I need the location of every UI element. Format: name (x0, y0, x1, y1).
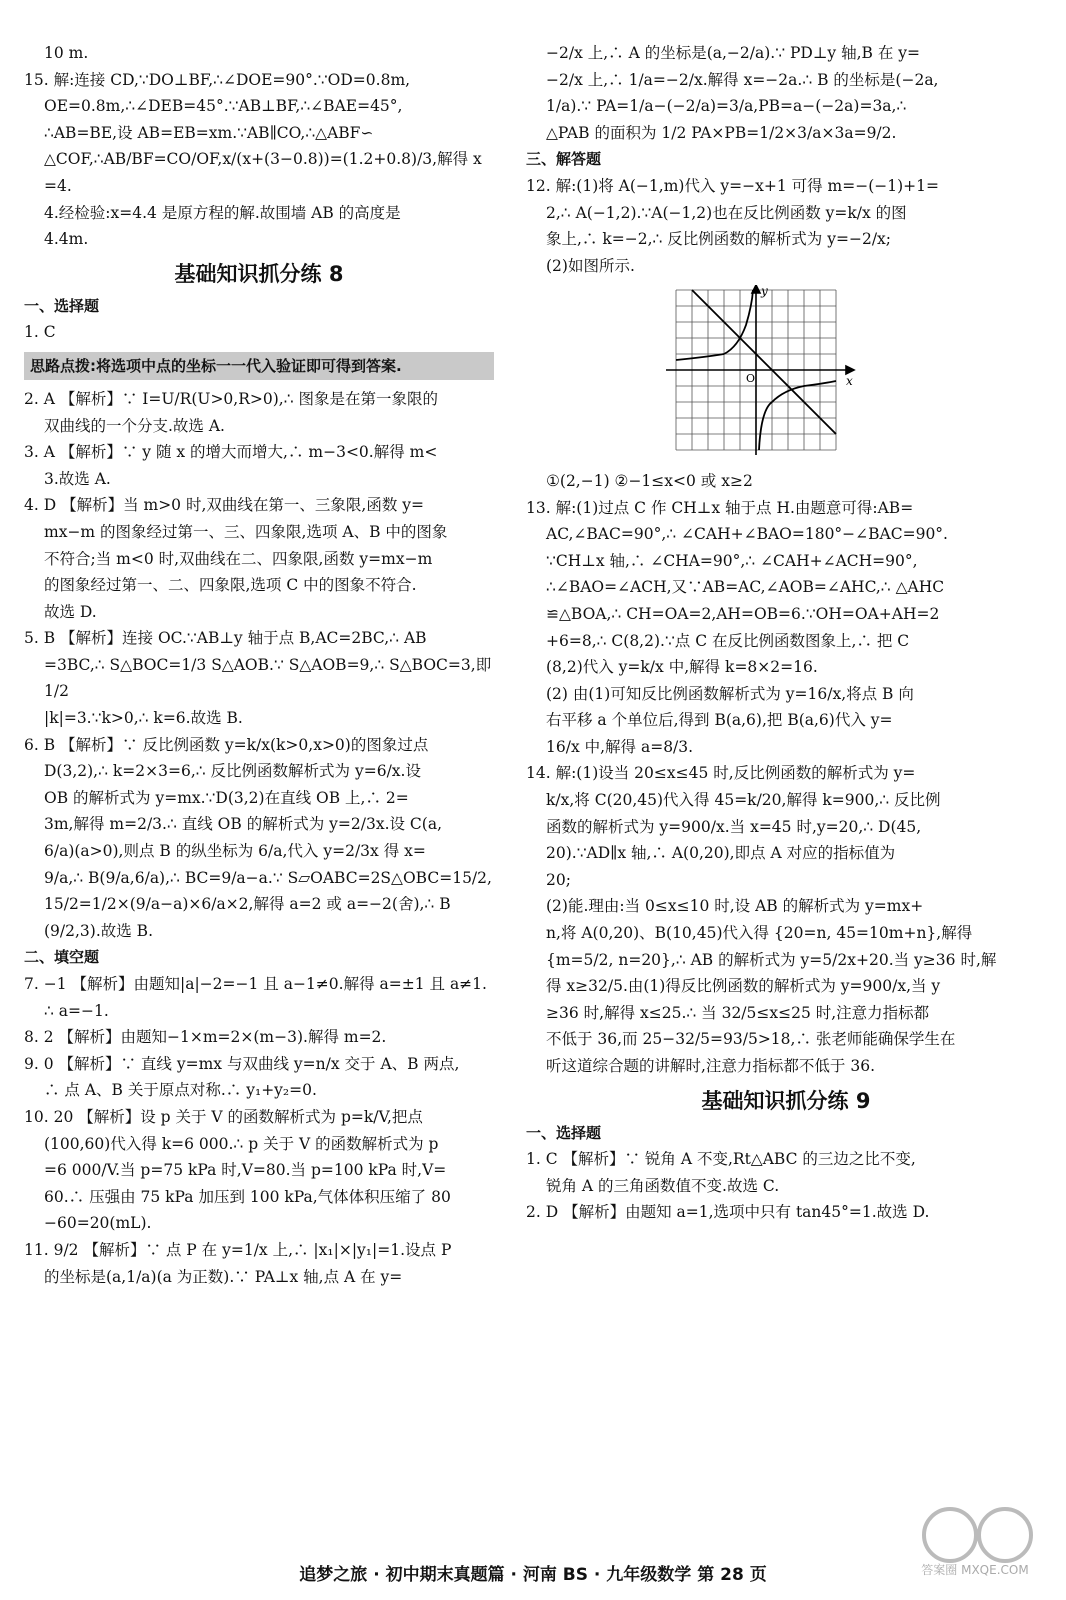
line: n,将 A(0,20)、B(10,45)代入得 {20=n, 45=10m+n},解得 (546, 924, 973, 943)
line: ∴ 点 A、B 关于原点对称.∴ y₁+y₂=0. (44, 1081, 317, 1100)
line-graph (692, 290, 836, 434)
axes (666, 285, 854, 455)
line: ≌△BOA,∴ CH=OA=2,AH=OB=6.∵OH=OA+AH=2 (546, 604, 940, 623)
watermark-logo (910, 1500, 1040, 1580)
line: =3BC,∴ S△BOC=1/3 S△AOB.∵ S△AOB=9,∴ S△BOC=3,即 1/2 (44, 655, 492, 701)
line: 4.4m. (44, 230, 89, 249)
line: 20; (546, 870, 571, 889)
answer-13: 13. 解:(1)过点 C 作 CH⊥x 轴于点 H.由题意可得:AB= (526, 498, 914, 517)
line: △PAB 的面积为 1/2 PA×PB=1/2×3/a×3a=9/2. (546, 123, 897, 142)
answer-3: 3. A 【解析】∵ y 随 x 的增大而增大,∴ m−3<0.解得 m< (24, 443, 438, 462)
line: ∴AB=BE,设 AB=EB=xm.∵AB∥CO,∴△ABF∽ (44, 123, 374, 142)
line: 60.∴ 压强由 75 kPa 加压到 100 kPa,气体体积压缩了 80 (44, 1187, 451, 1206)
page-footer: 追梦之旅 · 初中期末真题篇 · 河南 BS · 九年级数学 第 28 页 (299, 1565, 767, 1585)
line: 20).∵AD∥x 轴,∴ A(0,20),即点 A 对应的指标值为 (546, 844, 896, 863)
hyperbola-branch-right (759, 381, 836, 450)
line: 不低于 36,而 25−32/5=93/5>18,∴ 张老师能确保学生在 (546, 1030, 956, 1049)
line: k/x,将 C(20,45)代入得 45=k/20,解得 k=900,∴ 反比例 (546, 791, 941, 810)
line: 15/2=1/2×(9/a−a)×6/a×2,解得 a=2 或 a=−2(舍),∴ B (44, 895, 451, 914)
answer-1: 1. C (24, 323, 56, 342)
line: 得 x≥32/5.由(1)得反比例函数的解析式为 y=900/x,当 y (546, 977, 941, 996)
line: 听这道综合题的讲解时,注意力指标都不低于 36. (546, 1057, 876, 1075)
problem-15: 15. 解:连接 CD,∵DO⊥BF,∴∠DOE=90°.∵OD=0.8m, (24, 70, 411, 89)
hyperbola-branch-left-tail (676, 354, 724, 360)
answer-9-2: 2. D 【解析】由题知 a=1,选项中只有 tan45°=1.故选 D. (526, 1203, 930, 1222)
hint-box: 思路点拨:将选项中点的坐标一一代入验证即可得到答案. (24, 352, 494, 380)
line: 象上,∴ k=−2,∴ 反比例函数的解析式为 y=−2/x; (546, 230, 892, 249)
answer-7: 7. −1 【解析】由题知|a|−2=−1 且 a−1≠0.解得 a=±1 且 a≠1.∴ a=−1. (24, 975, 487, 1020)
line: (100,60)代入得 k=6 000.∴ p 关于 V 的函数解析式为 p (44, 1134, 439, 1153)
line: ∵CH⊥x 轴,∴ ∠CHA=90°,∴ ∠CAH+∠ACH=90°, (546, 551, 918, 570)
answer-11: 11. 9/2 【解析】∵ 点 P 在 y=1/x 上,∴ |x₁|×|y₁|=1.设点 P (24, 1240, 452, 1259)
watermark-text: 答案圈 MXQE.COM (921, 1563, 1029, 1577)
line: OB 的解析式为 y=mx.∵D(3,2)在直线 OB 上,∴ 2= (44, 788, 409, 807)
line: +6=8,∴ C(8,2).∵点 C 在反比例函数图象上,∴ 把 C (546, 631, 910, 650)
line: 1/a).∵ PA=1/a−(−2/a)=3/a,PB=a−(−2a)=3a,∴ (546, 97, 907, 116)
line: −2/x 上,∴ A 的坐标是(a,−2/a).∵ PD⊥y 轴,B 在 y= (546, 44, 921, 62)
line: 16/x 中,解得 a=8/3. (546, 737, 694, 756)
x-axis-label: x (846, 374, 853, 389)
line: (2)如图所示. (546, 256, 635, 275)
line: 6/a)(a>0),则点 B 的纵坐标为 6/a,代入 y=2/3x 得 x= (44, 842, 426, 861)
line: 双曲线的一个分支.故选 A. (44, 416, 225, 435)
answer-12: 12. 解:(1)将 A(−1,m)代入 y=−x+1 可得 m=−(−1)+1= (526, 176, 939, 195)
line: (2)能.理由:当 0≤x≤10 时,设 AB 的解析式为 y=mx+ (546, 897, 924, 916)
line: 2,∴ A(−1,2).∵A(−1,2)也在反比例函数 y=k/x 的图 (546, 203, 907, 222)
section-title-8: 基础知识抓分练 8 (174, 261, 344, 286)
line: 锐角 A 的三角函数值不变.故选 C. (546, 1176, 780, 1195)
answer-9-1: 1. C 【解析】∵ 锐角 A 不变,Rt△ABC 的三边之比不变, (526, 1150, 916, 1169)
line: 4.经检验:x=4.4 是原方程的解.故围墙 AB 的高度是 (44, 203, 401, 222)
line: (2) 由(1)可知反比例函数解析式为 y=16/x,将点 B 向 (546, 684, 914, 703)
line: −2/x 上,∴ 1/a=−2/x.解得 x=−2a.∴ B 的坐标是(−2a, (546, 70, 939, 89)
origin-label: O (746, 372, 756, 386)
line: AC,∠BAC=90°,∴ ∠CAH+∠BAO=180°−∠BAC=90°. (546, 525, 948, 544)
subsection-fill: 二、填空题 (24, 948, 100, 967)
line: △COF,∴AB/BF=CO/OF,x/(x+(3−0.8))=(1.2+0.8)/3,解得 x=4. (44, 150, 482, 195)
line: 不符合;当 m<0 时,双曲线在二、四象限,函数 y=mx−m (44, 549, 433, 568)
right-column (526, 40, 1046, 1226)
line: mx−m 的图象经过第一、三、四象限,选项 A、B 中的图象 (44, 522, 448, 541)
subsection-solve: 三、解答题 (526, 150, 602, 169)
line: {m=5/2, n=20},∴ AB 的解析式为 y=5/2x+20.当 y≥36 时,解 (546, 950, 997, 969)
y-axis-label: y (761, 285, 768, 299)
line: 10 m. (44, 44, 89, 62)
answer-14: 14. 解:(1)设当 20≤x≤45 时,反比例函数的解析式为 y= (526, 764, 916, 783)
line: =6 000/V.当 p=75 kPa 时,V=80.当 p=100 kPa 时,V= (44, 1161, 447, 1180)
answer-6: 6. B 【解析】∵ 反比例函数 y=k/x(k>0,x>0)的图象过点 (24, 735, 429, 754)
left-column (24, 40, 494, 1290)
function-graph (666, 285, 1046, 464)
line: 函数的解析式为 y=900/x.当 x=45 时,y=20,∴ D(45, (546, 817, 922, 836)
answer-2: 2. A 【解析】∵ I=U/R(U>0,R>0),∴ 图象是在第一象限的 (24, 389, 438, 408)
answer-5: 5. B 【解析】连接 OC.∵AB⊥y 轴于点 B,AC=2BC,∴ AB (24, 629, 427, 648)
answer-8: 8. 2 【解析】由题知−1×m=2×(m−3).解得 m=2. (24, 1028, 387, 1047)
line: ≥36 时,解得 x≤25.∴ 当 32/5≤x≤25 时,注意力指标都 (546, 1003, 930, 1022)
line: −60=20(mL). (44, 1214, 152, 1233)
line: (9/2,3).故选 B. (44, 921, 153, 940)
line: 3.故选 A. (44, 469, 111, 488)
answer-9: 9. 0 【解析】∵ 直线 y=mx 与双曲线 y=n/x 交于 A、B 两点, (24, 1054, 460, 1073)
line: 的坐标是(a,1/a)(a 为正数).∵ PA⊥x 轴,点 A 在 y= (44, 1267, 403, 1286)
line: (8,2)代入 y=k/x 中,解得 k=8×2=16. (546, 658, 818, 677)
line: 9/a,∴ B(9/a,6/a),∴ BC=9/a−a.∵ S▱OABC=2S△OBC=15/2, (44, 868, 492, 887)
subsection-choice: 一、选择题 (24, 296, 100, 315)
line: 故选 D. (44, 602, 97, 621)
graph-svg (666, 285, 856, 455)
answer-10: 10. 20 【解析】设 p 关于 V 的函数解析式为 p=k/V,把点 (24, 1107, 423, 1126)
section-title-9: 基础知识抓分练 9 (701, 1088, 871, 1113)
line: ∴∠BAO=∠ACH,又∵AB=AC,∠AOB=∠AHC,∴ △AHC (546, 578, 945, 597)
line: D(3,2),∴ k=2×3=6,∴ 反比例函数解析式为 y=6/x.设 (44, 762, 421, 781)
subsection-choice-9: 一、选择题 (526, 1123, 602, 1142)
line: 3m,解得 m=2/3.∴ 直线 OB 的解析式为 y=2/3x.设 C(a, (44, 815, 442, 834)
graph-answer: ①(2,−1) ②−1≤x<0 或 x≥2 (546, 471, 753, 490)
line: |k|=3.∵k>0,∴ k=6.故选 B. (44, 709, 243, 728)
line: OE=0.8m,∴∠DEB=45°.∵AB⊥BF,∴∠BAE=45°, (44, 97, 403, 116)
answer-4: 4. D 【解析】当 m>0 时,双曲线在第一、三象限,函数 y= (24, 496, 424, 515)
line: 右平移 a 个单位后,得到 B(a,6),把 B(a,6)代入 y= (546, 711, 893, 730)
line: 的图象经过第一、二、四象限,选项 C 中的图象不符合. (44, 576, 417, 595)
